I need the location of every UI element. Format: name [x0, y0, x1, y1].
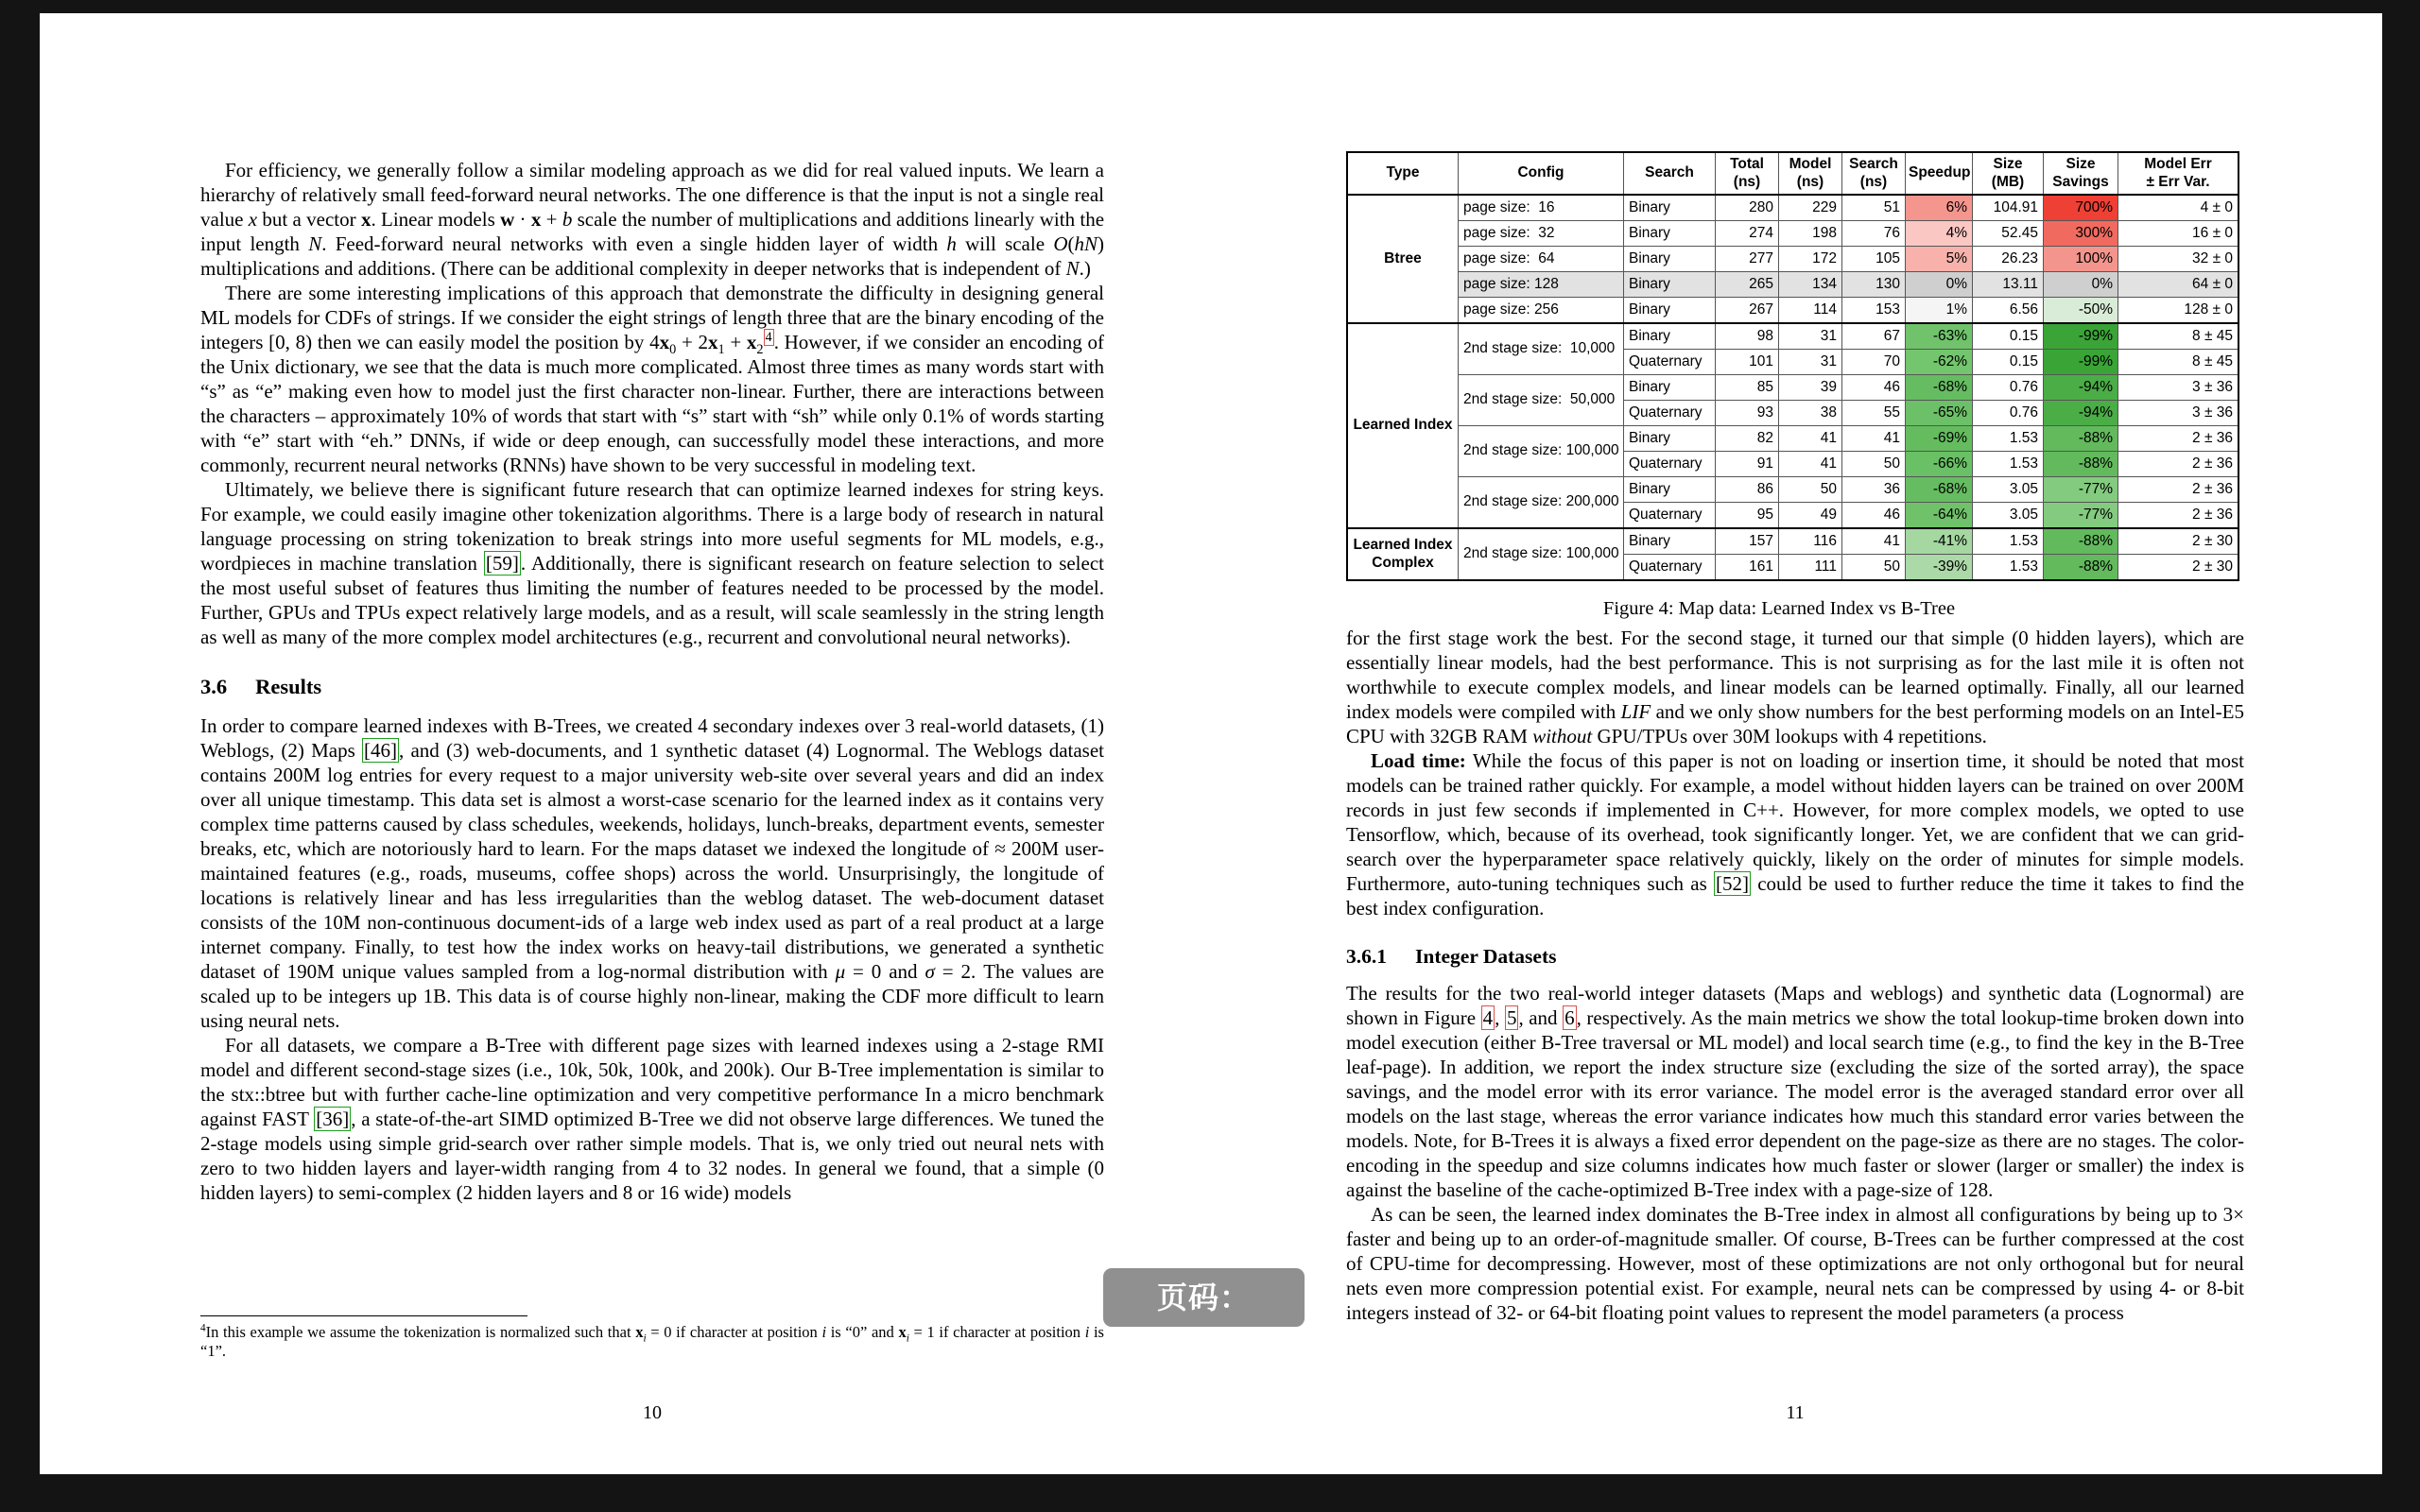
table-row — [1347, 272, 2238, 298]
table-cell: 2nd stage size: 10,000 — [1459, 323, 1624, 375]
table-cell: 4% — [1906, 221, 1973, 247]
table-cell: -88% — [2044, 426, 2118, 452]
table-cell: 93 — [1716, 401, 1779, 426]
table-cell: Binary — [1624, 195, 1716, 221]
table-cell: 3.05 — [1973, 477, 2044, 503]
table-cell: 41 — [1779, 452, 1842, 477]
table-cell: -88% — [2044, 528, 2118, 555]
table-cell: Quaternary — [1624, 350, 1716, 375]
table-cell: -77% — [2044, 477, 2118, 503]
table-cell: 67 — [1842, 323, 1906, 350]
figure-caption: Figure 4: Map data: Learned Index vs B-Tree — [1602, 598, 1956, 620]
paragraph: Ultimately, we believe there is significant future research that can optimize learned indexes for string keys. For example, we could easily imagine other tokenization algorithms. There is a large body of research in natural language processing on string tokenization to break strings into more useful segments for ML models, e.g., wordpieces in machine translation [59]. Additionally, there is significant research on feature selection to select the most useful subset of features thus limiting the number of features needed to be processed by the model. Further, GPUs and TPUs expect relatively large models, and as a result, will scale seamlessly in the string length as well as many of the more complex model architectures (e.g., recurrent and convolutional neural networks). — [200, 478, 1104, 648]
table-cell: 95 — [1716, 503, 1779, 529]
table-cell: 36 — [1842, 477, 1906, 503]
table-cell: 300% — [2044, 221, 2118, 247]
table-cell: 0.15 — [1973, 323, 2044, 350]
table-cell: 31 — [1779, 350, 1842, 375]
table-cell: 128 ± 0 — [2118, 298, 2239, 324]
table-cell: 111 — [1779, 555, 1842, 581]
table-cell: 55 — [1842, 401, 1906, 426]
table-row — [1347, 426, 2238, 452]
table-cell: 41 — [1842, 528, 1906, 555]
table-cell: -94% — [2044, 375, 2118, 401]
table-row — [1347, 375, 2238, 401]
paragraph: There are some interesting implications of this approach that demonstrate the difficulty in designing general ML models for CDFs of strings. If we consider the eight strings of length three that are the binary encoding of the integers [0, 8) then we can easily model the position by $4x_0 + 2x_1 + x_2^4$. However, if we consider an encoding of the Unix dictionary, we see that the data is much more complicated. Almost three times as many words start with “s” as “e” making even how to model just the first character non-linear. Further, there are interactions between the characters – approximately 10% of words that start with “s” start with “sh” while only 0.1% of words starting with “e” start with “eh.” DNNs, if wide or deep enough, can successfully model these interactions, and more commonly, recurrent neural networks (RNNs) have shown to be very successful in modeling text. — [200, 282, 1105, 476]
page-11-text-column — [1346, 626, 2244, 1325]
table-header-cell: Model Err ± Err Var. — [2118, 152, 2239, 195]
table-cell: 1.53 — [1973, 426, 2044, 452]
table-header-cell: Search — [1624, 152, 1716, 195]
table-cell: 2nd stage size: 50,000 — [1459, 375, 1624, 426]
table-cell: -66% — [1906, 452, 1973, 477]
table-header-cell: Config — [1459, 152, 1624, 195]
section-number: 3.6.1 — [1346, 945, 1387, 968]
table-cell: 8 ± 45 — [2118, 323, 2239, 350]
table-cell: Binary — [1624, 323, 1716, 350]
page-10-text-column — [200, 158, 1104, 1205]
table-cell: 3 ± 36 — [2118, 401, 2239, 426]
table-cell: 91 — [1716, 452, 1779, 477]
table-cell: 2 ± 36 — [2118, 452, 2239, 477]
table-cell: 13.11 — [1973, 272, 2044, 298]
table-cell: page size: 128 — [1459, 272, 1624, 298]
table-row — [1347, 477, 2238, 503]
table-header-cell: Type — [1347, 152, 1459, 195]
table-cell: 0.15 — [1973, 350, 2044, 375]
table-cell: -64% — [1906, 503, 1973, 529]
table-cell: 41 — [1842, 426, 1906, 452]
table-cell: 46 — [1842, 503, 1906, 529]
table-cell: 267 — [1716, 298, 1779, 324]
table-cell: 130 — [1842, 272, 1906, 298]
table-cell: Quaternary — [1624, 555, 1716, 581]
table-cell: page size: 256 — [1459, 298, 1624, 324]
table-cell: Quaternary — [1624, 401, 1716, 426]
table-cell: 76 — [1842, 221, 1906, 247]
table-cell: -62% — [1906, 350, 1973, 375]
table-header-row — [1347, 152, 2238, 195]
table-row — [1347, 298, 2238, 324]
table-cell: 6% — [1906, 195, 1973, 221]
table-cell: Quaternary — [1624, 503, 1716, 529]
section-number: 3.6 — [200, 675, 228, 698]
figure4-table — [1346, 151, 2239, 581]
table-cell: 16 ± 0 — [2118, 221, 2239, 247]
table-cell: Binary — [1624, 298, 1716, 324]
table-cell: 2nd stage size: 100,000 — [1459, 528, 1624, 580]
table-cell: Learned Index — [1347, 323, 1459, 528]
table-cell: 4 ± 0 — [2118, 195, 2239, 221]
table-cell: 51 — [1842, 195, 1906, 221]
table-cell: 52.45 — [1973, 221, 2044, 247]
table-cell: -63% — [1906, 323, 1973, 350]
table-cell: 5% — [1906, 247, 1973, 272]
table-cell: 1% — [1906, 298, 1973, 324]
table-cell: -77% — [2044, 503, 2118, 529]
table-cell: 0% — [1906, 272, 1973, 298]
table-cell: Btree — [1347, 195, 1459, 323]
table-cell: 3.05 — [1973, 503, 2044, 529]
paragraph: Load time: While the focus of this paper is not on loading or insertion time, it should be noted that most models can be trained rather quickly. For example, a model without hidden layers can be trained on over 200M records in just few seconds if implemented in C++. However, for more complex models, we opted to use Tensorflow, which, because of its overhead, took significantly longer. Yet, we are confident that we can grid-search over the hyperparameter space relatively quickly, likely on the order of minutes for simple models. Furthermore, auto-tuning techniques such as [52] could be used to further reduce the time it takes to find the best index configuration. — [1346, 749, 2244, 919]
table-cell: 86 — [1716, 477, 1779, 503]
table-cell: -88% — [2044, 555, 2118, 581]
table-cell: -50% — [2044, 298, 2118, 324]
table-cell: 85 — [1716, 375, 1779, 401]
table-cell: Binary — [1624, 272, 1716, 298]
page-number-right: 11 — [1786, 1402, 1805, 1423]
table-cell: 31 — [1779, 323, 1842, 350]
table-cell: 2 ± 36 — [2118, 477, 2239, 503]
table-cell: -94% — [2044, 401, 2118, 426]
table-cell: 2 ± 36 — [2118, 503, 2239, 529]
table-cell: 265 — [1716, 272, 1779, 298]
table-cell: 1.53 — [1973, 452, 2044, 477]
table-cell: 280 — [1716, 195, 1779, 221]
table-cell: 153 — [1842, 298, 1906, 324]
table-cell: -99% — [2044, 350, 2118, 375]
table-cell: page size: 16 — [1459, 195, 1624, 221]
table-cell: Binary — [1624, 477, 1716, 503]
table-header-cell: Size Savings — [2044, 152, 2118, 195]
table-cell: 116 — [1779, 528, 1842, 555]
table-cell: 2nd stage size: 200,000 — [1459, 477, 1624, 529]
table-header-cell: Size (MB) — [1973, 152, 2044, 195]
table-cell: Binary — [1624, 247, 1716, 272]
table-cell: 49 — [1779, 503, 1842, 529]
table-cell: 50 — [1779, 477, 1842, 503]
table-cell: 229 — [1779, 195, 1842, 221]
footnote-text: $^4$In this example we assume the tokenization is normalized such that $x_i = 0$ if character at position i is “0” and $x_i = 1$ if character at position i is “1”. — [200, 1322, 1104, 1360]
table-cell: -41% — [1906, 528, 1973, 555]
table-cell: 6.56 — [1973, 298, 2044, 324]
table-cell: 101 — [1716, 350, 1779, 375]
table-cell: 8 ± 45 — [2118, 350, 2239, 375]
table-cell: 50 — [1842, 555, 1906, 581]
page-11 — [1211, 13, 2382, 1474]
paragraph: For all datasets, we compare a B-Tree with different page sizes with learned indexes using a 2-stage RMI model and different second-stage sizes (i.e., 10k, 50k, 100k, and 200k). Our B-Tree implementation is similar to the stx::btree but with further cache-line optimization and very competitive performance In a micro benchmark against FAST [36], a state-of-the-art SIMD optimized B-Tree we did not observe large differences. We tuned the 2-stage models using simple grid-search over rather simple models. That is, we only tried out neural nets with zero to two hidden layers and layer-width ranging from 4 to 32 nodes. In general we found, that a simple (0 hidden layers) to semi-complex (2 hidden layers and 8 or 16 wide) models — [200, 1034, 1104, 1204]
paragraph: The results for the two real-world integer datasets (Maps and weblogs) and synthetic data (Lognormal) are shown in Figure 4, 5, and 6, respectively. As the main metrics we show the total lookup-time broken down into model execution (either B-Tree traversal or ML model) and local search time (e.g., to find the key in the B-Tree leaf-page). In addition, we report the index structure size (excluding the size of the sorted array), the space savings, and the model error with its error variance. The model error is the averaged standard error over all models on the last stage, whereas the error variance indicates how much this standard error varies between the models. Note, for B-Trees it is always a fixed error dependent on the page-size as there are no stages. The color-encoding in the speedup and size columns indicates how much faster or slower (larger or smaller) the index is against the baseline of the cache-optimized B-Tree index with a page-size of 128. — [1346, 982, 2245, 1201]
table-cell: 70 — [1842, 350, 1906, 375]
paragraph: for the first stage work the best. For the second stage, it turned our that simple (0 hidden layers), which are essentially linear models, had the best performance. This is not surprising as for the last mile it is often not worthwhile to execute complex models, and linear models can be learned optimally. Finally, all our learned index models were compiled with LIF and we only show numbers for the best performing models on an Intel-E5 CPU with 32GB RAM without GPU/TPUs over 30M lookups with 4 repetitions. — [1346, 627, 2244, 747]
table-row — [1347, 323, 2238, 350]
table-cell: 198 — [1779, 221, 1842, 247]
table-cell: 172 — [1779, 247, 1842, 272]
table-cell: 41 — [1779, 426, 1842, 452]
table-header-cell: Speedup — [1906, 152, 1973, 195]
section-title: Results — [255, 675, 322, 698]
table-cell: Binary — [1624, 375, 1716, 401]
table-row — [1347, 247, 2238, 272]
table-cell: 277 — [1716, 247, 1779, 272]
table-cell: 64 ± 0 — [2118, 272, 2239, 298]
table-cell: 82 — [1716, 426, 1779, 452]
table-cell: 26.23 — [1973, 247, 2044, 272]
table-cell: -65% — [1906, 401, 1973, 426]
table-cell: 39 — [1779, 375, 1842, 401]
table-cell: 114 — [1779, 298, 1842, 324]
table-cell: 161 — [1716, 555, 1779, 581]
table-header-cell: Search (ns) — [1842, 152, 1906, 195]
footnote-rule — [200, 1315, 527, 1316]
table-row — [1347, 221, 2238, 247]
table-cell: -68% — [1906, 477, 1973, 503]
table-cell: 2 ± 30 — [2118, 555, 2239, 581]
table-cell: page size: 32 — [1459, 221, 1624, 247]
table-cell: 274 — [1716, 221, 1779, 247]
paragraph: In order to compare learned indexes with B-Trees, we created 4 secondary indexes over 3 real-world datasets, (1) Weblogs, (2) Maps [46], and (3) web-documents, and 1 synthetic dataset (4) Lognormal. The Weblogs dataset contains 200M log entries for every request to a major university web-site over several years and did an index over all unique timestamp. This data set is almost a worst-case scenario for the learned index as it contains very complex time patterns caused by class schedules, weekends, holidays, lunch-breaks, department events, semester breaks, etc, which are notoriously hard to learn. For the maps dataset we indexed the longitude of ≈ 200M user-maintained features (e.g., roads, museums, coffee shops) across the world. Unsurprisingly, the longitude of locations is relatively linear and has less irregularities than the weblog dataset. The web-document dataset consists of the 10M non-continuous document-ids of a large web index used as part of a real product at a large internet company. Finally, to test how the index works on heavy-tail distributions, we generated a synthetic dataset of 190M unique values sampled from a log-normal distribution with μ = 0 and σ = 2. The values are scaled up to be integers up 1B. This data is of course highly non-linear, making the CDF more difficult to learn using neural nets. — [200, 714, 1104, 1032]
page-number-left: 10 — [643, 1402, 662, 1423]
table-cell: 700% — [2044, 195, 2118, 221]
table-cell: 104.91 — [1973, 195, 2044, 221]
page-10 — [40, 13, 1211, 1474]
section-heading-results — [200, 675, 1104, 699]
paragraph: As can be seen, the learned index dominates the B-Tree index in almost all configurations by being up to 3× faster and being up to an order-of-magnitude smaller. Of course, B-Trees can be further compressed at the cost of CPU-time for decompressing. However, most of these optimizations are not only orthogonal but for neural nets even more compression potential exist. For example, neural nets can be compressed by using 4- or 8-bit integers instead of 32- or 64-bit floating point values to represent the model parameters (a process — [1346, 1203, 2244, 1324]
table-row — [1347, 195, 2238, 221]
table-header-cell: Total (ns) — [1716, 152, 1779, 195]
table-cell: 2nd stage size: 100,000 — [1459, 426, 1624, 477]
table-cell: Binary — [1624, 426, 1716, 452]
table-cell: 105 — [1842, 247, 1906, 272]
table-cell: -68% — [1906, 375, 1973, 401]
table-cell: 1.53 — [1973, 555, 2044, 581]
table-cell: 157 — [1716, 528, 1779, 555]
table-cell: -99% — [2044, 323, 2118, 350]
table-cell: 98 — [1716, 323, 1779, 350]
table-cell: 46 — [1842, 375, 1906, 401]
document-sheet — [40, 13, 2382, 1474]
table-cell: 134 — [1779, 272, 1842, 298]
table-cell: 2 ± 36 — [2118, 426, 2239, 452]
table-cell: 38 — [1779, 401, 1842, 426]
table-cell: 50 — [1842, 452, 1906, 477]
page-indicator-overlay: 页码： 10/27 — [1103, 1268, 1305, 1327]
table-row — [1347, 528, 2238, 555]
paragraph: For efficiency, we generally follow a similar modeling approach as we did for real valued inputs. We learn a hierarchy of relatively small feed-forward neural networks. The one difference is that the input is not a single real value x but a vector x. Linear models w · x + b scale the number of multiplications and additions linearly with the input length N. Feed-forward neural networks with even a single hidden layer of width h will scale O(hN) multiplications and additions. (There can be additional complexity in deeper networks that is independent of N.) — [200, 159, 1105, 280]
table-cell: Quaternary — [1624, 452, 1716, 477]
table-cell: Learned Index Complex — [1347, 528, 1459, 580]
table-cell: -39% — [1906, 555, 1973, 581]
table-cell: Binary — [1624, 528, 1716, 555]
table-cell: 2 ± 30 — [2118, 528, 2239, 555]
section-heading-integer-datasets — [1346, 944, 2244, 969]
table-cell: Binary — [1624, 221, 1716, 247]
table-cell: page size: 64 — [1459, 247, 1624, 272]
table-cell: -69% — [1906, 426, 1973, 452]
section-title: Integer Datasets — [1415, 945, 1557, 968]
table-cell: 100% — [2044, 247, 2118, 272]
table-cell: 3 ± 36 — [2118, 375, 2239, 401]
table-cell: 0.76 — [1973, 401, 2044, 426]
table-cell: 0.76 — [1973, 375, 2044, 401]
table-cell: -88% — [2044, 452, 2118, 477]
table-header-cell: Model (ns) — [1779, 152, 1842, 195]
table-cell: 1.53 — [1973, 528, 2044, 555]
table-cell: 32 ± 0 — [2118, 247, 2239, 272]
table-cell: 0% — [2044, 272, 2118, 298]
footnote-block — [200, 1315, 1104, 1361]
figure-4 — [1346, 151, 2233, 620]
